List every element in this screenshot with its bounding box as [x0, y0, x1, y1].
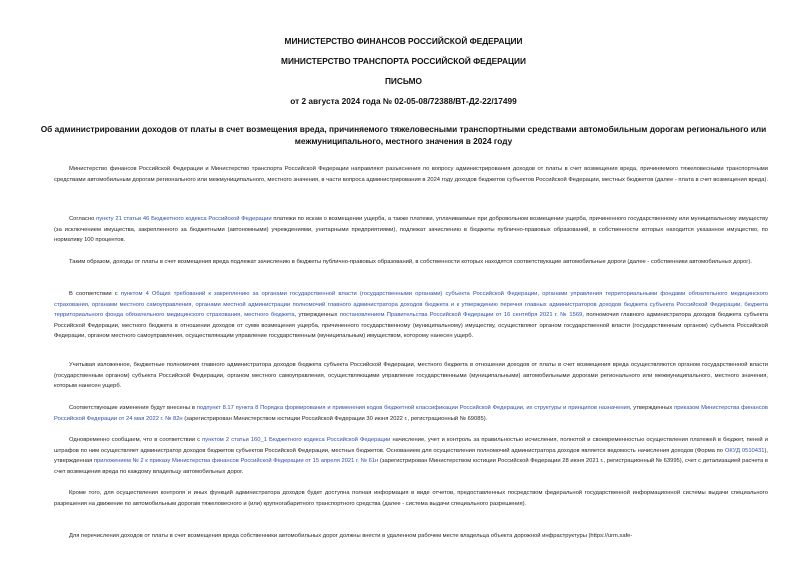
- header-org-minfin: МИНИСТЕРСТВО ФИНАНСОВ РОССИЙСКОЙ ФЕДЕРАЦИИ: [284, 36, 523, 46]
- link-okud-0510431[interactable]: ОКУД 0510431: [724, 447, 765, 454]
- header-doc-ref: от 2 августа 2024 года № 02-05-08/72388/ВТ-Д2-22/17499: [290, 96, 517, 106]
- header-org-mintrans: МИНИСТЕРСТВО ТРАНСПОРТА РОССИЙСКОЙ ФЕДЕРАЦИИ: [281, 56, 526, 66]
- link-government-decree-1569[interactable]: постановлением Правительства Российской Федерации от 16 сентября 2021 г. № 1569: [339, 312, 583, 319]
- paragraph-1: Министерство финансов Российской Федерации и Министерство транспорта Российской Федерации направляют разъяснения по вопросу администрирования доходов от платы в счет возмещения вреда, причиняемого тяжеловесными транспортными средствами автомобильным дорогам регионального или межмуниципального, местного значения, в части вопроса администрирования в 2024 году доходов бюджетов субъектов Российской Федерации, местных бюджетов (далее - плата в счет возмещения вреда).: [54, 166, 768, 183]
- paragraph-3: Таким образом, доходы от платы в счет возмещения вреда подлежат зачислению в бюджеты публично-правовых образований, в собственности которых находятся соответствующие автомобильные дороги (далее - собственники автомобильных дорог).: [69, 259, 752, 265]
- link-bk-art160-1-p2[interactable]: пунктом 2 статьи 160_1 Бюджетного кодекса Российской Федерации: [202, 437, 391, 443]
- paragraph-2: Согласно пункту 21 статьи 46 Бюджетного кодекса Российской Федерации платежи по искам о возмещении ущерба, а также платежи, уплачиваемые при добровольном возмещении ущерба, причиненного государственному или муниципальному имуществу (за исключением имущества, закрепленного за бюджетными (автономными) учреждениями, унитарными предприятиями), подлежат зачислению в бюджеты публично-правовых образований, в собственности которых находится указанное имущество, по нормативу 100 процентов.: [54, 216, 768, 244]
- link-general-requirements-p4[interactable]: пунктом 4 Общих требований к закреплению за органами государственной власти (государственными органами) субъекта Российской Федерации, органами управления территориальными фондами обязательного медицинского страхования, органами местного самоуправления, органами местной администрации полномочий главного администратора доходов бюджета и к утверждению перечня главных администраторов доходов бюджета субъекта Российской Федерации, бюджета территориального фонда обязательного медицинского страхования, местного бюджета: [54, 291, 769, 319]
- link-minfin-order-61n-annex2[interactable]: приложением № 2 к приказу Министерства финансов Российской Федерации от 15 апреля 2021 г. № 61н: [93, 458, 379, 465]
- paragraph-4: В соответствии с пунктом 4 Общих требований к закреплению за органами государственной власти (государственными органами) субъекта Российской Федерации, органами управления территориальными фондами обязательного медицинского страхования, органами местного самоуправления, органами местной администрации полномочий главного администратора доходов бюджета и к утверждению перечня главных администраторов доходов бюджета субъекта Российской Федерации, бюджета территориального фонда обязательного медицинского страхования, местного бюджета, утвержденных постановлением Правительства Российской Федерации от 16 сентября 2021 г. № 1569, полномочия главного администратора доходов бюджета субъекта Российской Федерации, местного бюджета в отношении доходов от сумм возмещения ущерба, причиненного государственному (муниципальному) имуществу, осуществляют органом государственной власти (государственным органом) субъекта Российской Федерации, органом местного самоуправления, осуществляющим управление государственным (муниципальным) имуществом, которому нанесен ущерб.: [54, 291, 769, 340]
- paragraph-6: Соответствующие изменения будут внесены в подпункт 8.17 пункта 8 Порядка формирования и применения кодов бюджетной классификации Российской Федерации, их структуры и принципов назначения, утвержденных приказом Министерства финансов Российской Федерации от 24 мая 2022 г. № 82н (зарегистрирован Министерством юстиции Российской Федерации 30 июня 2022 г., регистрационный № 69085).: [54, 405, 768, 422]
- document-title: Об администрировании доходов от платы в счет возмещения вреда, причиняемого тяжеловесными транспортными средствами автомобильным дорогам регионального или межмуниципального, местного значения в 2024 году: [40, 124, 767, 146]
- link-minfin-order-82n[interactable]: приказом Министерства финансов Российской Федерации от 24 мая 2022 г. № 82н: [54, 405, 768, 422]
- paragraph-5: Учитывая изложенное, бюджетные полномочия главного администратора доходов бюджета субъекта Российской Федерации, местного бюджета в отношении доходов от платы в счет возмещения вреда осуществляются органом государственной власти (государственным органом) субъекта Российской Федерации, органом местного самоуправления, осуществляющими управление государственными (муниципальными) автомобильными дорогами регионального или межмуниципального, местного значения, которым нанесен ущерб.: [54, 362, 768, 390]
- link-bkk-order-p8-17[interactable]: подпункт 8.17 пункта 8 Порядка формирования и применения кодов бюджетной классификации Российской Федерации, их структуры и принципов назначения: [196, 405, 630, 411]
- link-bk-art46-p21[interactable]: пункту 21 статьи 46 Бюджетного кодекса Российской Федерации: [96, 216, 272, 222]
- paragraph-9: Для перечисления доходов от платы в счет возмещения вреда собственники автомобильных дорог должны внести в удаленном рабочем месте владельца объекта дорожной инфраструктуры (https://urm.safe-: [69, 533, 633, 539]
- paragraph-7: Одновременно сообщаем, что в соответствии с пунктом 2 статьи 160_1 Бюджетного кодекса Российской Федерации начисление, учет и контроль за правильностью исчисления, полнотой и своевременностью осуществления платежей в бюджет, пеней и штрафов по ним осуществляет администратор доходов бюджетов субъектов Российской Федерации, местных бюджетов. Основанием для осуществления полномочий администратора доходов является ведомость начисления доходов (Форма по ОКУД 0510431), утвержденная приложением № 2 к приказу Министерства финансов Российской Федерации от 15 апреля 2021 г. № 61н (зарегистрирован Министерством юстиции Российской Федерации 28 июня 2021 г., регистрационный № 63995), счет с детализацией расчета в счет возмещения вреда по каждому владельцу автомобильных дорог.: [54, 437, 768, 475]
- paragraph-8: Кроме того, для осуществления контроля и иных функций администратора доходов будет доступна полная информация в виде отчетов, предоставленных посредством федеральной государственной информационной системы выдачи специального разрешения на движение по автомобильным дорогам тяжеловесного и (или) крупногабаритного транспортного средства (далее - система выдачи специального разрешения).: [54, 490, 768, 507]
- header-doc-type: ПИСЬМО: [384, 76, 423, 86]
